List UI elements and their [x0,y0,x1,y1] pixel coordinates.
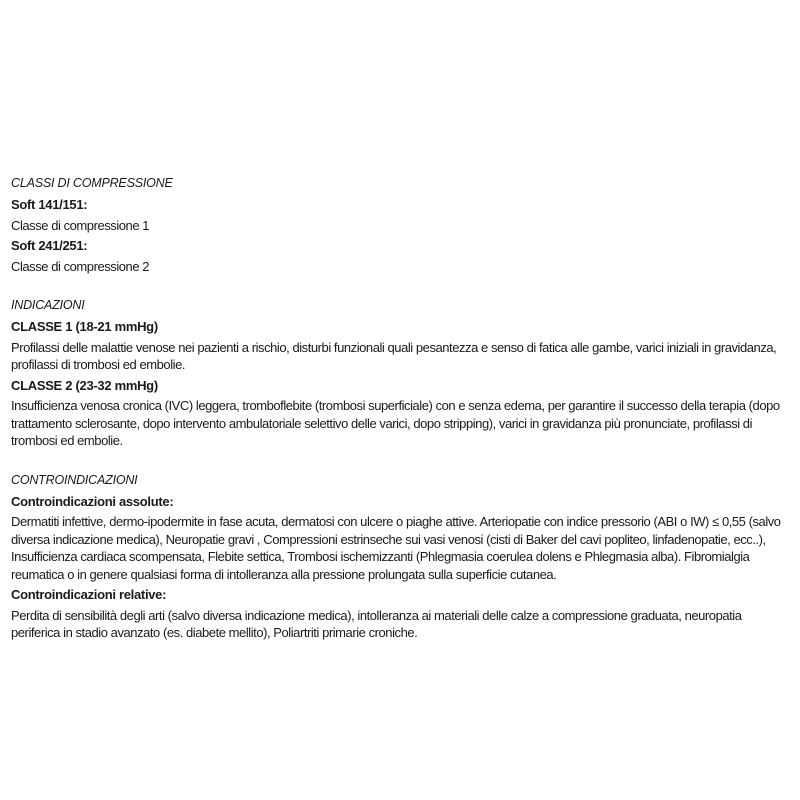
paragraph-absolute-contraindications: Dermatiti infettive, dermo-ipodermite in fase acuta, dermatosi con ulcere o piaghe attive. Arteriopatie con indice pressorio (ABI o IW) ≤ 0,55 (salvo diversa indicazione medica), Neuropatie gravi , Compressioni estrinseche sui vasi venosi (cisti di Baker del cavi popliteo, linfadenopatie, ecc..), Insufficienza cardiaca scompensata, Flebite settica, Trombosi ischemizzanti (Phlegmasia coerulea dolens e Phlegmasia alba). Fibromialgia reumatica o in genere qualsiasi forma di intolleranza alla pressione prolungata sulla superficie cutanea. [11,514,781,582]
paragraph-classe-2-indications: Insufficienza venosa cronica (IVC) leggera, tromboflebite (trombosi superficiale) con e senza edema, per garantire il successo della terapia (dopo trattamento sclerosante, dopo intervento ambulatoriale selettivo delle varici, dopo stripping), varici in gravidanza più pronunciate, profilassi di trombosi ed embolie. [11,398,780,448]
label-classe-2-pressure: CLASSE 2 (23-32 mmHg) [11,377,158,393]
paragraph-relative-contraindications: Perdita di sensibilità degli arti (salvo diversa indicazione medica), intolleranza ai materiali delle calze a compressione graduata, neuropatia periferica in stadio avanzato (es. diabete mellito), Poliartriti primarie croniche. [11,607,742,640]
section-contraindications [11,472,791,642]
text-compression-class-1: Classe di compressione 1 [11,217,150,233]
label-absolute-contraindications: Controindicazioni assolute: [11,493,174,509]
label-relative-contraindications: Controindicazioni relative: [11,587,167,602]
section-heading-controindicazioni: CONTROINDICAZIONI [11,472,138,487]
label-soft-141-151: Soft 141/151: [11,197,88,212]
section-indications [11,297,791,450]
section-compression-classes [11,175,791,275]
label-soft-241-251: Soft 241/251: [11,238,88,253]
paragraph-classe-1-indications: Profilassi delle malattie venose nei pazienti a rischio, disturbi funzionali quali pesantezza e senso di fatica alle gambe, varici iniziali in gravidanza, profilassi di trombosi ed embolie. [11,339,777,372]
section-heading-classi-di-compressione: CLASSI DI COMPRESSIONE [11,176,173,190]
label-classe-1-pressure: CLASSE 1 (18-21 mmHg) [11,319,158,334]
text-compression-class-2: Classe di compressione 2 [11,258,150,274]
section-heading-indicazioni: INDICAZIONI [11,298,85,312]
